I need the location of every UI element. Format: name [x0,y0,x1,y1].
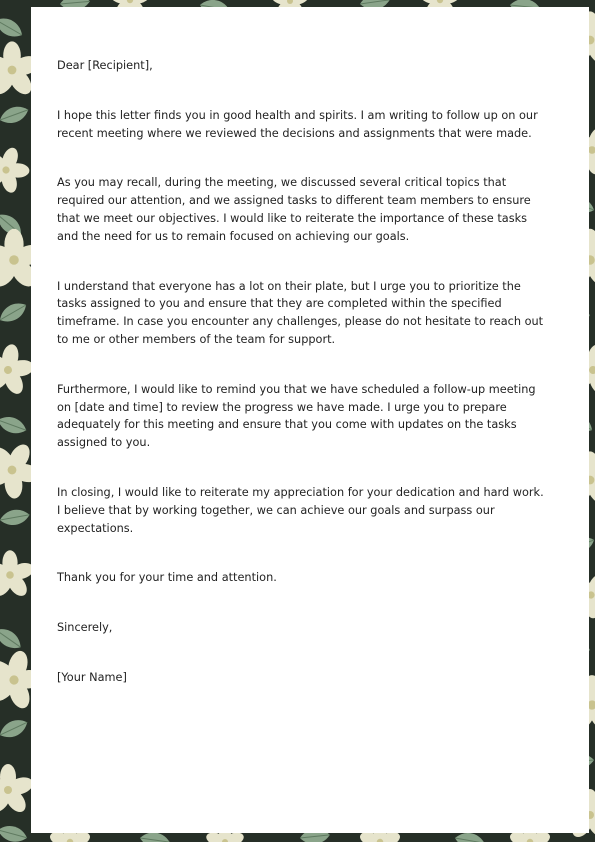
letter-body [57,57,549,719]
letter-paragraph: As you may recall, during the meeting, we discussed several critical topics that required our attention, and we assigned tasks to different team members to ensure that we meet our objectives. I would like to reiterate the importance of these tasks and the need for us to remain focused on achieving our goals. [57,176,531,243]
letter-salutation: Dear [Recipient], [57,59,153,72]
letter-page [31,7,589,833]
letter-signature: [Your Name] [57,670,127,684]
letter-paragraph: I hope this letter finds you in good health and spirits. I am writing to follow up on our recent meeting where we reviewed the decisions and assignments that were made. [57,108,538,140]
letter-closing: Sincerely, [57,621,113,635]
letter-paragraph: Furthermore, I would like to remind you that we have scheduled a follow-up meeting on [date and time] to review the progress we have made. I urge you to prepare adequately for this meeting and ensure that you come with updates on the tasks assigned to you. [57,382,536,450]
letter-paragraph: I understand that everyone has a lot on their plate, but I urge you to prioritize the tasks assigned to you and ensure that they are completed within the specified timeframe. In case you encounter any challenges, please do not hesitate to reach out to me or other members of the team for support. [57,279,544,346]
letter-paragraph: In closing, I would like to reiterate my appreciation for your dedication and hard work. I believe that by working together, we can achieve our goals and surpass our expectations. [57,485,544,535]
letter-paragraph: Thank you for your time and attention. [57,571,277,585]
